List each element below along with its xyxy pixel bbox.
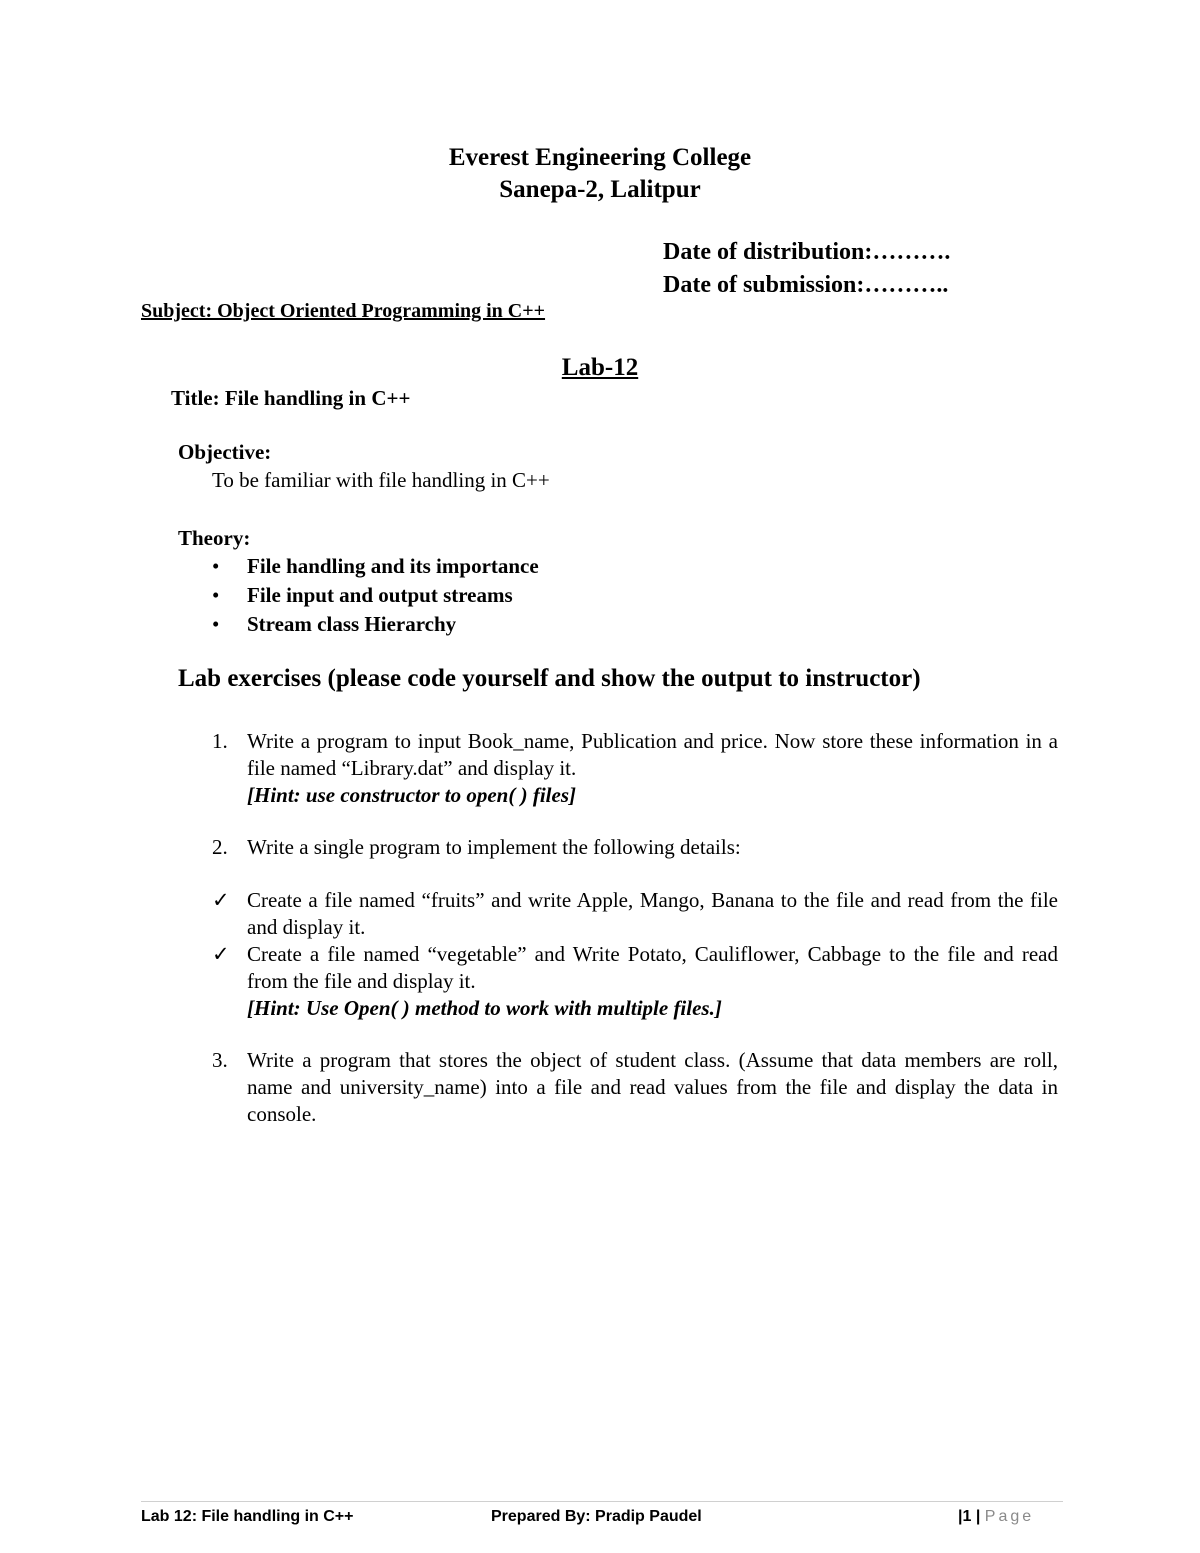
exercise-hint: [Hint: use constructor to open( ) files] — [247, 783, 576, 807]
exercise-2 — [212, 834, 1058, 861]
theory-heading: Theory: — [178, 526, 251, 550]
exercise-text: Write a program to input Book_name, Publication and price. Now store these information in a file named “Library.dat” and display it. — [247, 729, 1058, 780]
bullet-icon: • — [212, 583, 220, 607]
objective-text: To be familiar with file handling in C++ — [212, 468, 550, 492]
footer-divider — [141, 1501, 1063, 1502]
theory-item-text: File input and output streams — [247, 583, 513, 607]
exercise-text: Write a program that stores the object of student class. (Assume that data members are roll, name and university_name) into a file and read values from the file and display the data in console. — [247, 1048, 1058, 1126]
bullet-icon: • — [212, 554, 220, 578]
theory-list — [212, 552, 539, 639]
theory-item-text: Stream class Hierarchy — [247, 612, 457, 636]
check-item-text: Create a file named “vegetable” and Write Potato, Cauliflower, Cabbage to the file and read from the file and display it. — [247, 942, 1058, 993]
exercise-1 — [212, 728, 1058, 809]
checkmark-icon: ✓ — [212, 888, 230, 912]
theory-item — [212, 581, 539, 610]
lab-number: Lab-12 — [561, 354, 639, 381]
exercise-2-check-1 — [212, 887, 1058, 941]
exercise-text: Write a single program to implement the following details: — [247, 835, 741, 859]
college-address: Sanepa-2, Lalitpur — [499, 176, 701, 203]
subject-line: Subject: Object Oriented Programming in C++ — [141, 300, 546, 322]
bullet-icon: • — [212, 612, 220, 636]
theory-item — [212, 610, 539, 639]
exercise-number: 3. — [212, 1048, 228, 1072]
lab-exercises-heading: Lab exercises (please code yourself and show the output to instructor) — [178, 665, 921, 692]
exercise-3 — [212, 1047, 1058, 1128]
theory-item — [212, 552, 539, 581]
check-item-text: Create a file named “fruits” and write Apple, Mango, Banana to the file and read from the file and display it. — [247, 888, 1058, 939]
checkmark-icon: ✓ — [212, 942, 230, 966]
exercise-2-check-2 — [212, 941, 1058, 1022]
footer-page-number: 1 — [962, 1508, 972, 1525]
footer-page-separator: | — [975, 1508, 981, 1525]
footer-page — [958, 1508, 1034, 1526]
footer-page-separator: | — [958, 1508, 963, 1525]
dates-block — [663, 236, 950, 302]
theory-item-text: File handling and its importance — [247, 554, 539, 578]
footer-lab-title: Lab 12: File handling in C++ — [141, 1508, 354, 1525]
footer-prepared-by: Prepared By: Pradip Paudel — [491, 1508, 702, 1525]
exercise-number: 2. — [212, 835, 228, 859]
exercise-number: 1. — [212, 729, 228, 753]
date-of-distribution: Date of distribution:………. — [663, 239, 951, 265]
date-of-submission: Date of submission:……….. — [663, 272, 949, 298]
exercise-hint: [Hint: Use Open( ) method to work with multiple files.] — [247, 996, 722, 1020]
college-header — [0, 142, 1200, 206]
objective-heading: Objective: — [178, 440, 272, 464]
lab-title: Title: File handling in C++ — [171, 386, 411, 410]
college-name: Everest Engineering College — [448, 144, 752, 171]
footer-page-word: Page — [984, 1508, 1035, 1525]
